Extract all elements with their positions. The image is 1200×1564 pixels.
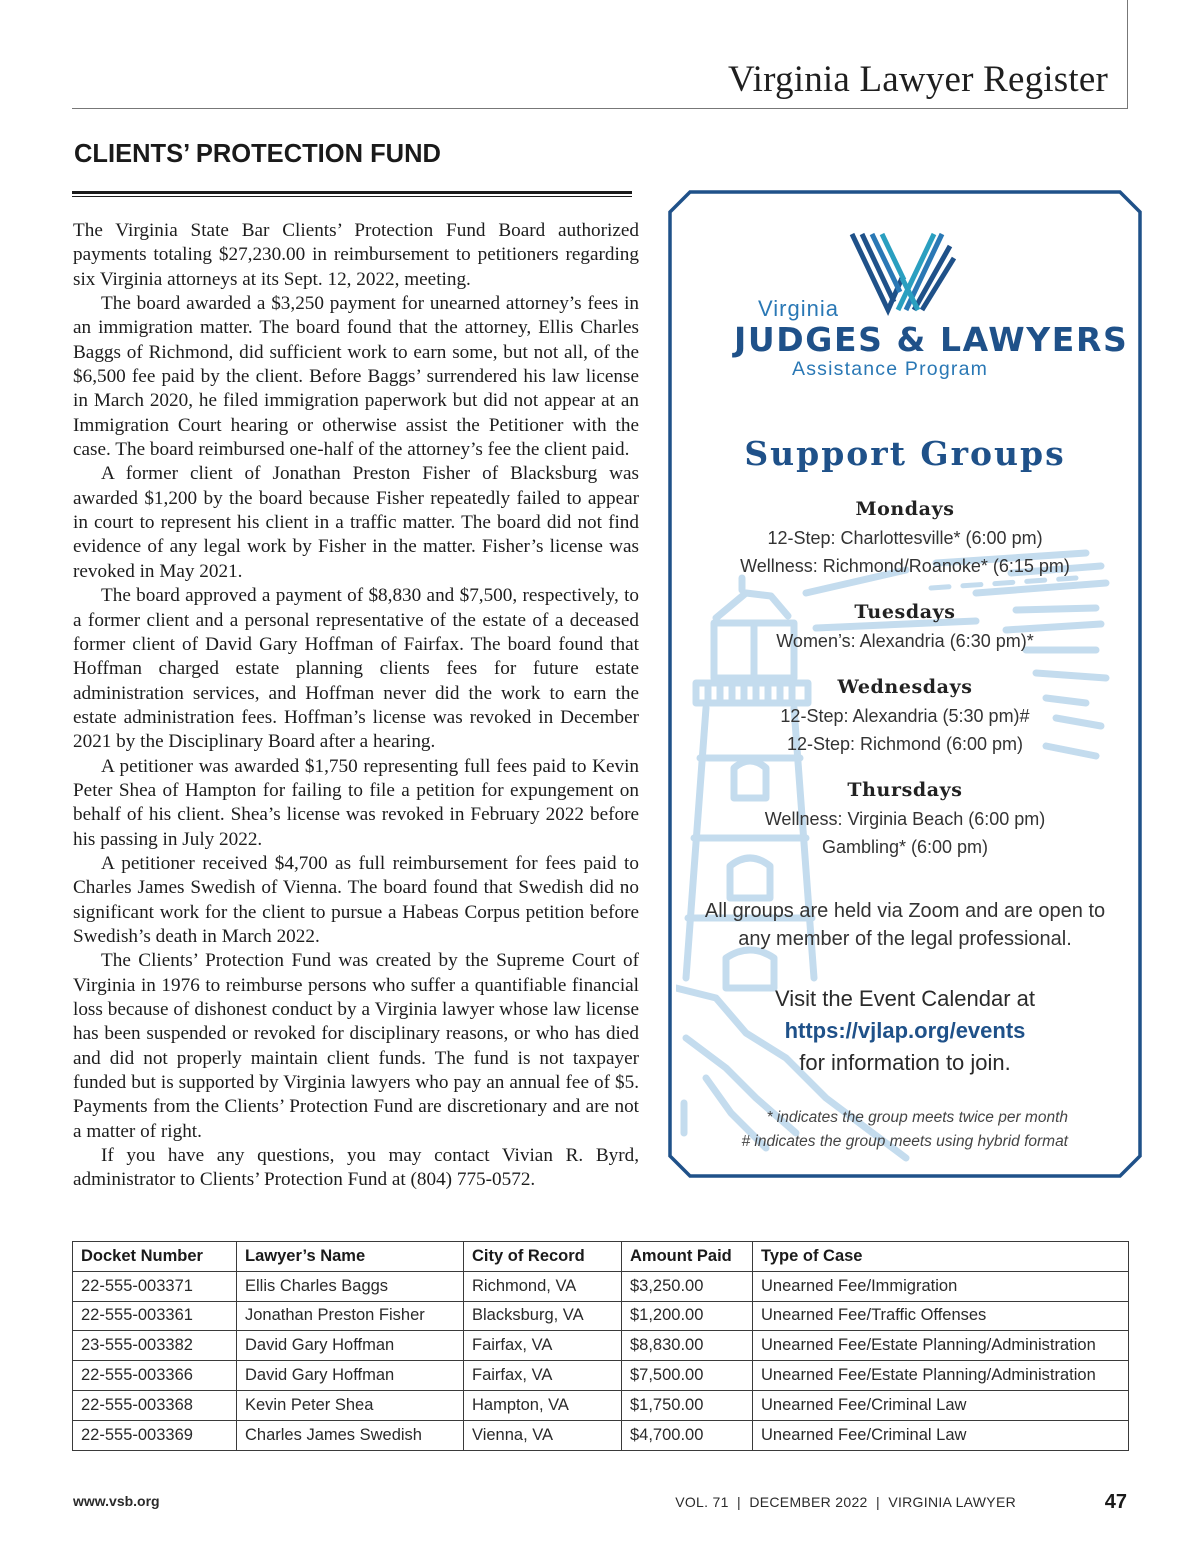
day-heading-mondays: Mondays bbox=[855, 498, 955, 520]
cell-case-type: Unearned Fee/Criminal Law bbox=[753, 1390, 1129, 1420]
cell-amount: $7,500.00 bbox=[622, 1361, 753, 1391]
article-paragraph: If you have any questions, you may contact Vivian R. Byrd, administrator to Clients’ Protection Fund at (804) 775-0572. bbox=[73, 1145, 639, 1191]
group-slot: Women’s: Alexandria (6:30 pm)* bbox=[776, 631, 1034, 651]
article-paragraph: The board approved a payment of $8,830 and $7,500, respectively, to a former client and a personal representative of the estate of a deceased former client of David Gary Hoffman of Fairfax. The board found that Hoffman charged estate planning clients fees for future estate administration services, and Hoffman never did the work to earn the estate administration fees. Hoffman’s license was revoked in December 2021 by the Disciplinary Board after a hearing. bbox=[73, 585, 639, 753]
footnote-hybrid: # indicates the group meets using hybrid format bbox=[741, 1133, 1068, 1150]
article-paragraph: The board awarded a $3,250 payment for unearned attorney’s fees in an immigration matter. The board found that the attorney, Ellis Charles Baggs of Richmond, did sufficient work to earn some, but not all, of the $6,500 fee paid by the client. Before Baggs’ surrendered his law license in March 2020, he filed immigration paperwork but did not appear at an Immigration Court hearing or otherwise assist the Petitioner with the case. The board reimbursed one-half of the attorney’s fee the client paid. bbox=[73, 293, 639, 461]
cell-docket-number: 22-555-003361 bbox=[73, 1301, 237, 1331]
cell-docket-number: 22-555-003368 bbox=[73, 1390, 237, 1420]
article-paragraph: A petitioner received $4,700 as full reimbursement for fees paid to Charles James Swedish of Vienna. The board found that Swedish did no significant work for the client to pursue a Habeas Corpus petition before Swedish’s death in March 2022. bbox=[73, 852, 639, 947]
table-header-row bbox=[73, 1242, 1129, 1272]
day-heading-thursdays: Thursdays bbox=[847, 779, 963, 801]
cell-amount: $4,700.00 bbox=[622, 1420, 753, 1450]
cell-lawyer-name: David Gary Hoffman bbox=[237, 1361, 464, 1391]
cell-docket-number: 23-555-003382 bbox=[73, 1331, 237, 1361]
visit-calendar-text: Visit the Event Calendar at bbox=[774, 986, 1036, 1011]
logo-text-assistance-program: Assistance Program bbox=[792, 358, 989, 380]
zoom-note-line: All groups are held via Zoom and are open to bbox=[704, 900, 1106, 922]
cell-city: Hampton, VA bbox=[464, 1390, 622, 1420]
day-heading-wednesdays: Wednesdays bbox=[837, 676, 973, 698]
table-row bbox=[73, 1420, 1129, 1450]
support-groups-box bbox=[676, 198, 1134, 1170]
cell-docket-number: 22-555-003369 bbox=[73, 1420, 237, 1450]
cell-lawyer-name: David Gary Hoffman bbox=[237, 1331, 464, 1361]
footer-url: www.vsb.org bbox=[73, 1493, 160, 1509]
visit-join-text: for information to join. bbox=[799, 1050, 1011, 1075]
group-slot: 12-Step: Charlottesville* (6:00 pm) bbox=[767, 528, 1043, 548]
column-header-city-of-record: City of Record bbox=[464, 1242, 622, 1272]
group-slot: 12-Step: Richmond (6:00 pm) bbox=[786, 734, 1024, 754]
table-row bbox=[73, 1301, 1129, 1331]
reimbursement-table bbox=[72, 1241, 1129, 1451]
table-row bbox=[73, 1331, 1129, 1361]
cell-city: Vienna, VA bbox=[464, 1420, 622, 1450]
group-slot: Gambling* (6:00 pm) bbox=[821, 837, 989, 857]
cell-lawyer-name: Kevin Peter Shea bbox=[237, 1390, 464, 1420]
events-link[interactable]: https://vjlap.org/events bbox=[784, 1018, 1026, 1043]
footnote-twice-monthly: * indicates the group meets twice per month bbox=[766, 1109, 1068, 1126]
logo-text-judges-lawyers: JUDGES & LAWYERS bbox=[734, 320, 1129, 359]
cell-city: Fairfax, VA bbox=[464, 1331, 622, 1361]
column-header-lawyer-name: Lawyer’s Name bbox=[237, 1242, 464, 1272]
cell-amount: $1,750.00 bbox=[622, 1390, 753, 1420]
cell-amount: $1,200.00 bbox=[622, 1301, 753, 1331]
article-paragraph: A petitioner was awarded $1,750 representing full fees paid to Kevin Peter Shea of Hampton for failing to file a petition for expungement on behalf of his client. Shea’s license was revoked in February 2022 before his passing in July 2022. bbox=[73, 755, 639, 850]
cell-case-type: Unearned Fee/Estate Planning/Administration bbox=[753, 1361, 1129, 1391]
page-number: 47 bbox=[1104, 1491, 1127, 1513]
group-slot: Wellness: Virginia Beach (6:00 pm) bbox=[764, 809, 1046, 829]
cell-lawyer-name: Charles James Swedish bbox=[237, 1420, 464, 1450]
cell-lawyer-name: Ellis Charles Baggs bbox=[237, 1271, 464, 1301]
cell-case-type: Unearned Fee/Traffic Offenses bbox=[753, 1301, 1129, 1331]
article-paragraph: A former client of Jonathan Preston Fisher of Blacksburg was awarded $1,200 by the board because Fisher repeatedly failed to appear in court to represent his client in a traffic matter. The board did not find evidence of any legal work by Fisher in the matter. Fisher’s license was revoked in May 2021. bbox=[73, 463, 639, 582]
section-heading: CLIENTS’ PROTECTION FUND bbox=[74, 140, 441, 168]
group-slot: Wellness: Richmond/Roanoke* (6:15 pm) bbox=[740, 556, 1070, 576]
footer-issue-info: VOL. 71 | DECEMBER 2022 | VIRGINIA LAWYER bbox=[675, 1494, 1016, 1510]
cell-docket-number: 22-555-003366 bbox=[73, 1361, 237, 1391]
heading-rule-thin bbox=[72, 196, 632, 197]
cell-case-type: Unearned Fee/Criminal Law bbox=[753, 1420, 1129, 1450]
jlap-logo-icon bbox=[846, 228, 956, 320]
zoom-note-line: any member of the legal professional. bbox=[738, 928, 1072, 950]
cell-city: Richmond, VA bbox=[464, 1271, 622, 1301]
cell-docket-number: 22-555-003371 bbox=[73, 1271, 237, 1301]
table-row bbox=[73, 1390, 1129, 1420]
cell-case-type: Unearned Fee/Immigration bbox=[753, 1271, 1129, 1301]
article-body bbox=[73, 219, 639, 1193]
cell-city: Blacksburg, VA bbox=[464, 1301, 622, 1331]
publication-title: Virginia Lawyer Register bbox=[727, 59, 1108, 100]
column-header-type-of-case: Type of Case bbox=[753, 1242, 1129, 1272]
table-row bbox=[73, 1361, 1129, 1391]
column-header-docket-number: Docket Number bbox=[73, 1242, 237, 1272]
table-row bbox=[73, 1271, 1129, 1301]
cell-city: Fairfax, VA bbox=[464, 1361, 622, 1391]
logo-text-virginia: Virginia bbox=[758, 296, 839, 321]
cell-amount: $8,830.00 bbox=[622, 1331, 753, 1361]
cell-amount: $3,250.00 bbox=[622, 1271, 753, 1301]
cell-lawyer-name: Jonathan Preston Fisher bbox=[237, 1301, 464, 1331]
article-paragraph: The Clients’ Protection Fund was created by the Supreme Court of Virginia in 1976 to reimburse persons who suffer a quantifiable financial loss because of dishonest conduct by a Virginia lawyer whose law license has been suspended or revoked for disciplinary reasons, or who has died and did not properly maintain client funds. The fund is not taxpayer funded but is supported by Virginia lawyers who pay an annual fee of $5. Payments from the Clients’ Protection Fund are discretionary and are not a matter of right. bbox=[73, 950, 639, 1142]
heading-rule-thick bbox=[72, 191, 632, 194]
header-rule bbox=[72, 108, 1128, 109]
day-heading-tuesdays: Tuesdays bbox=[854, 601, 956, 623]
header-vertical-rule bbox=[1127, 0, 1128, 109]
article-paragraph: The Virginia State Bar Clients’ Protection Fund Board authorized payments totaling $27,230.00 in reimbursement to petitioners regarding six Virginia attorneys at its Sept. 12, 2022, meeting. bbox=[73, 220, 639, 290]
group-slot: 12-Step: Alexandria (5:30 pm)# bbox=[780, 706, 1030, 726]
support-groups-title: Support Groups bbox=[744, 434, 1066, 473]
column-header-amount-paid: Amount Paid bbox=[622, 1242, 753, 1272]
cell-case-type: Unearned Fee/Estate Planning/Administration bbox=[753, 1331, 1129, 1361]
